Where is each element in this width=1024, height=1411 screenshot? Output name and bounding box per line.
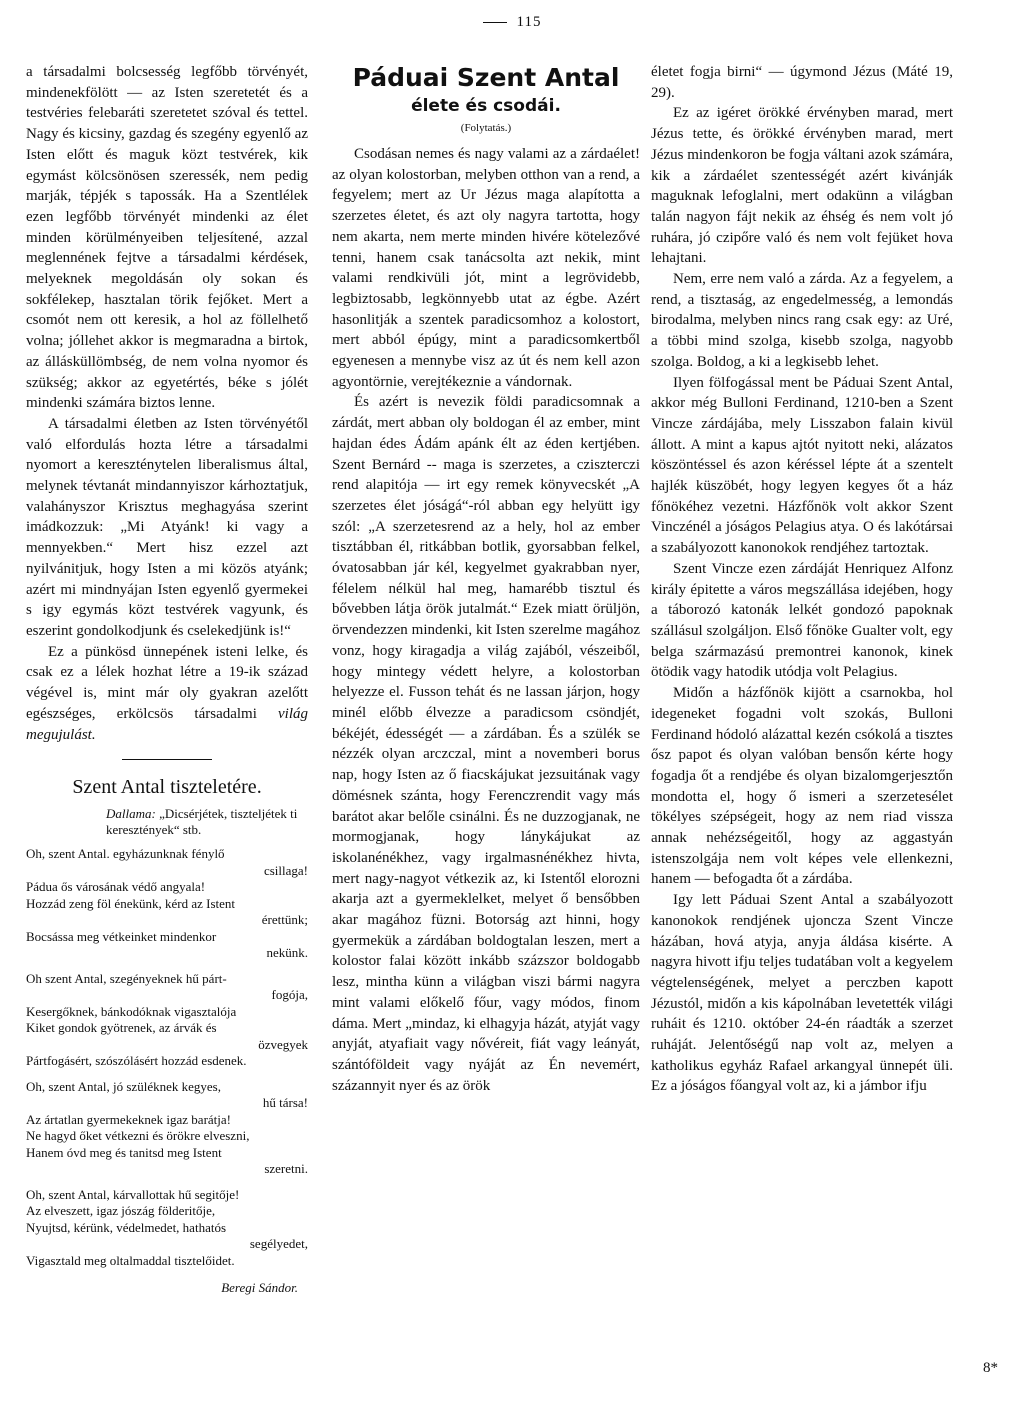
poem-line: Hanem óvd meg és tanitsd meg Istent bbox=[26, 1144, 222, 1160]
column-right bbox=[651, 62, 953, 1097]
article-title: Páduai Szent Antal bbox=[352, 63, 620, 92]
poem-line: Pártfogásért, szószólásért hozzád esdenek. bbox=[26, 1053, 247, 1069]
poem-melody bbox=[106, 806, 308, 838]
poem-line: segélyedet, bbox=[249, 1236, 308, 1252]
paragraph: Ilyen fölfogással ment be Páduai Szent Antal, akkor még Bulloni Ferdinand, 1210-ben a Szent Vincze zárdájába, mely Lisszabon falain kivül állott. A mint a kapus ajtót nyitott neki, alázatos köszöntéssel és azon kéréssel lépte át a szentelt hajlék küszöbét, hogy legyen kegyes őt a ház főnökéhez vezetni. Házfőnök volt akkor Szent Vinczénél a jóságos Pelagius atya. O és lakótársai a szabályozott kanonokok rendjéhez tartoztak. bbox=[651, 374, 953, 557]
column-middle bbox=[332, 62, 640, 1096]
poem-stanza bbox=[26, 1079, 308, 1178]
poem-stanza bbox=[26, 1187, 308, 1270]
poem-line: érettünk; bbox=[261, 912, 308, 928]
poem-line: Oh szent Antal, szegényeknek hű párt- bbox=[26, 970, 227, 986]
poem-line: csillaga! bbox=[263, 862, 308, 878]
poem-line: szeretni. bbox=[264, 1161, 308, 1177]
article-subtitle: élete és csodái. bbox=[411, 96, 561, 116]
continuation-note: (Folytatás.) bbox=[460, 122, 512, 134]
poem-line: Oh, szent Antal, kárvallottak hű segitője! bbox=[26, 1186, 240, 1202]
poem-line: Hozzád zeng föl énekünk, kérd az Istent bbox=[26, 895, 235, 911]
poem-line: fogója, bbox=[271, 987, 308, 1003]
paragraph: És azért is nevezik földi paradicsomnak a zárdát, mert abban oly boldogan él az ember, mint hajdan édes Ádám apánk élt az éden kertjében. Szent Bernárd -- maga is szerzetes, a cziszterczi rend alapitója — irt egy remek könyvecskét „A szerzetes élet jóságá“-ról abban egy helyütt igy szól: „A szerzetesrend az a hely, hol az ember tisztábban él, ritkábban botlik, gyorsabban felkel, óvatosabban jár kél, kegyelmet gyakrabban nyer, félelem nélkül hal meg, hamarébb tisztul és bővebben látja örök jutalmát.“ Ezek miatt örüljön, örvendezzen mindenki, kit Isten szerelme magához vonz, hogy kiragadja a világ zajából, vészeiből, hogy mintegy védett helyre, a kolostorban helyezze el. Fusson tehát és ne lassan járjon, hogy minél előbb élvezze a paradicsom csöndjét, békéjét, édességét — a zárdában. És a szülék se nézzék olyan arczczal, mint a novemberi borus nap, hogy Isten az ő fiacskájukat jezsuitának vagy dömésnek szánta, hogy Ferenczrendit vagy más barátot akar belőle csinálni. És ne duzzogjanak, ne mormogjanak, hogy lánykájukat az iskolanénékhez, vagy irgalmasnénékhez hivta, mert nagy-nagyot vétkezik az, ki Istentől elorozni akarja azt a gyermeklelket, melyet ő bensőbben akar magához füzni. Botorság azt hinni, hogy gyermekük a zárdában boldogtalan leszen, mert a kolostor falai között inkább százszor boldogabb lesz, mintha künn a világban viszi bármi nagyra mint valami előkelő főur, vagy módos, finom dáma. Mert „mindaz, ki elhagyja házát, atyját vagy anyját, atyafiait vagy nővéreit, fiát vagy leányát, szántóföldeit vagy nyáját az Én nevemért, százannyit nyer és az örök bbox=[332, 394, 640, 1094]
poem-line: Pádua ős városának védő angyala! bbox=[26, 879, 206, 895]
poem-line: Oh, szent Antal, jó szüléknek kegyes, bbox=[26, 1078, 221, 1094]
melody-label: Dallama: bbox=[106, 806, 156, 822]
poem-title: Szent Antal tiszteletére. bbox=[72, 776, 262, 799]
paragraph: Csodásan nemes és nagy valami az a zárdaélet! az olyan kolostorban, melyben otthon van a rend, a fegyelem; mert az Ur Jézus maga alapította a szerzetes életet, és azt oly nagyra tartotta, hogy nem akarta, nem merte minden hivére kötelezővé tenni, hanem csak tanácsolta azt nekik, mint valami rendkivüli jót, mint a legrövidebb, legbiztosabb, legkönnyebb utat az égbe. Azért hasonlitják a szentek paradicsomhoz a kolostort, mert abból épúgy, mint a paradicsomkertből egyenesen a mennybe visz az út és nem kell azon agyontörnie, verejtékeznie a vándornak. bbox=[332, 146, 640, 390]
poem-author: Beregi Sándor. bbox=[221, 1280, 298, 1296]
paragraph: Midőn a házfőnök kijött a csarnokba, hol idegeneket fogadni volt szokás, Bulloni Ferdinand hódoló alázattal kezén csókolá a tisztes ősz papot és olyan valóban bensőn kérte hogy fogadja őt a rendjébe és olyan bizalomgerjesztőn mondotta el, hogy ő ismeri a szerzetesélet tökélyes szépségeit, hogy az nem riad vissza annak nehézségeitől, hogy az aggastyán istenszolgája nem volt képes vele ellenkezni, hanem — befogadta őt a zárdába. bbox=[651, 685, 953, 888]
page-number: 115 bbox=[0, 14, 1024, 31]
poem-line: nekünk. bbox=[266, 945, 308, 961]
melody-text: „Dicsérjétek, tiszteljétek ti keresztények“ stb. bbox=[106, 806, 298, 838]
poem-line: Ne hagyd őket vétkezni és örökre elveszni, bbox=[26, 1128, 250, 1144]
poem-line: Bocsássa meg vétkeinket mindenkor bbox=[26, 928, 217, 944]
poem-line: Kesergőknek, bánkodóknak vigasztalója bbox=[26, 1003, 237, 1019]
paragraph: Szent Vincze ezen zárdáját Henriquez Alfonz király épitette a város megszállása idejében, hogy a táborozó katonák lelkét gondozó papoknak szállásul szolgáljon. Első főnöke Gualter volt, egy belga származású premontrei kanonok, kinek ötödik vagy hatodik utódja volt Pelagius. bbox=[651, 560, 953, 681]
paragraph: A társadalmi életben az Isten törvényétől való elfordulás hozta létre a társadalmi nyomort a kereszténytelen liberalismus által, melynek tévtanát mindannyiszor kárhoztatjuk, valahányszor Krisztus meghagyása szerint imádkozzuk: „Mi Atyánk! ki vagy a mennyekben.“ Mert hisz ezzel azt nyilvánitjuk, hogy Isten a mi közös atyánk; azért mi mindnyájan Isten egyenlő gyermekei s igy egymás közt testvérek vagyunk, és eszerint gondolkodjunk és cselekedjünk is!“ bbox=[26, 415, 308, 639]
paragraph: Igy lett Páduai Szent Antal a szabályozott kanonokok rendjének ujoncza Szent Vincze házában, hová atyja, anyja áldása kisérte. A nagyra hivott ifju teljes tudatában volt a kegyelem végtelenségének, melyet a perczben kapott Jézustól, midőn a kis kápolnában levetették világi ruháit és 1210. október 24-én ráadták a szerzet ruháját. Jelentőségű nap volt az, melyen a katholikus egyház Rafael arkangyal ünnepét üli. Ez a jóságos főangyal volt az, ki a jámbor ifju bbox=[651, 892, 953, 1095]
poem-body bbox=[26, 846, 308, 1269]
poem-line: Nyujtsd, kérünk, védelmedet, hathatós bbox=[26, 1219, 227, 1235]
poem-line: Oh, szent Antal. egyházunknak fénylő bbox=[26, 846, 225, 862]
poem-line: özvegyek bbox=[258, 1036, 308, 1052]
header-rule bbox=[483, 22, 507, 23]
poem-stanza bbox=[26, 846, 308, 962]
printer-signature: 8* bbox=[983, 1360, 998, 1376]
paragraph: Ez az igéret örökké érvényben marad, mert Jézus tette, és örökké érvényben marad, mert Jézus mindenkoron be fogja váltani azok számára, kik a zárdaélet szentességét azért kivánják maguknak lefoglalni, mert odakünn a világban talán nagyon fájt nekik az éhség és nem volt jó ruhára, jó czipőre való és nem volt fejüket hova lehajtani. bbox=[651, 105, 953, 267]
section-divider bbox=[122, 759, 212, 760]
paragraph: a társadalmi bolcsesség legfőbb törvényét, mindenekfölött — az Isten szeretetét és a testvéries felebaráti szeretetet szóval és tettel. Nagy és kicsiny, gazdag és szegény egyenlő az Isten előtt és maguk közt testvérek, kik egymást kölcsönösen szeressék, nem pedig marják, tépjék s tapossák. Ha a Szentlélek ezen legfőbb törvényét mindenki az élet minden körülményeiben teljesítené, azzal meglennének fejtve a társadalmi kérdések, melyeknek megoldásán oly sokan és sokfélekep, hasztalan törik fejőket. Mert a csomót nem ott keresik, a hol az föllelhető volna; jóllehet akkor is megmaradna a birtok, az állásküllömbség, de nem volna nyomor és szükség; akkor az egyetértés, béke s jólét mindenki számára biztos lenne. bbox=[26, 64, 308, 412]
paragraph: életet fogja birni“ — úgymond Jézus (Máté 19, 29). bbox=[651, 64, 953, 101]
poem-line: Az ártatlan gyermekeknek igaz barátja! bbox=[26, 1111, 231, 1127]
poem-line: Kiket gondok gyötrenek, az árvák és bbox=[26, 1020, 217, 1036]
poem-line: hű társa! bbox=[262, 1095, 308, 1111]
poem-stanza bbox=[26, 971, 308, 1070]
italic-phrase: világ megujulást. bbox=[26, 705, 308, 743]
column-left bbox=[26, 62, 308, 1299]
paragraph: Nem, erre nem való a zárda. Az a fegyelem, a rend, a tisztaság, az engedelmesség, a lemondás birodalma, melyben nincs rang csak egy: az Uré, a többi mind szolga, kisebb szolga, nagyobb szolga. Boldog, a ki a legkisebb lehet. bbox=[651, 271, 953, 370]
poem-line: Az elveszett, igaz jószág földeritője, bbox=[26, 1203, 216, 1219]
poem-line: Vigasztald meg oltalmaddal tisztelőidet. bbox=[26, 1252, 235, 1268]
paragraph: Ez a pünkösd ünnepének isteni lelke, és csak ez a lélek hozhat létre a 19-ik század végével is, mint már oly gyakran azelőtt egészséges, erkölcsös társadalmi világ megujulást. bbox=[26, 643, 308, 743]
